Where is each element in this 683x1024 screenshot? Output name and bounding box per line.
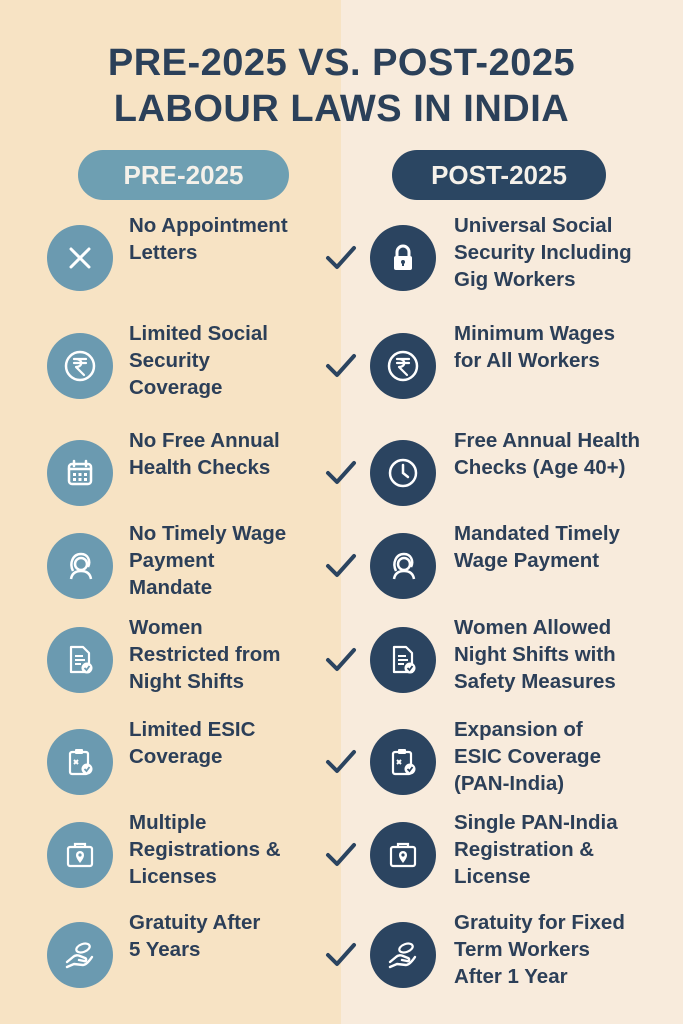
clipboard-check-icon: [47, 729, 113, 795]
location-card-icon: [370, 822, 436, 888]
check-icon: [324, 840, 358, 870]
pre-item-text: Multiple Registrations & Licenses: [129, 811, 281, 888]
pre-item-text: No Timely Wage Payment Mandate: [129, 522, 287, 599]
woman-icon: [47, 533, 113, 599]
title-line-2: LABOUR LAWS IN INDIA: [113, 88, 570, 130]
rupee-icon: [47, 333, 113, 399]
comparison-row: [0, 322, 683, 423]
post-item-text: Women Allowed Night Shifts with Safety Measures: [454, 616, 616, 693]
comparison-row: [0, 522, 683, 623]
check-icon: [324, 645, 358, 675]
document-check-icon: [47, 627, 113, 693]
post-item-text: Expansion of ESIC Coverage (PAN-India): [454, 718, 601, 795]
pre-item-text: Limited Social Security Coverage: [129, 322, 268, 399]
post-item-text: Gratuity for Fixed Term Workers After 1 Year: [454, 911, 625, 988]
comparison-row: [0, 911, 683, 1012]
location-card-icon: [47, 822, 113, 888]
hand-money-icon: [370, 922, 436, 988]
document-check-icon: [370, 627, 436, 693]
rupee-icon: [370, 333, 436, 399]
clock-icon: [370, 440, 436, 506]
comparison-row: [0, 718, 683, 819]
comparison-row: [0, 811, 683, 912]
comparison-row: [0, 616, 683, 717]
calendar-icon: [47, 440, 113, 506]
post-item-text: Mandated Timely Wage Payment: [454, 522, 620, 572]
check-icon: [324, 940, 358, 970]
check-icon: [324, 458, 358, 488]
check-icon: [324, 243, 358, 273]
page-title: [0, 40, 683, 132]
check-icon: [324, 551, 358, 581]
title-line-1: PRE-2025 VS. POST-2025: [107, 42, 576, 84]
pre-item-text: No Appointment Letters: [129, 214, 288, 264]
hand-money-icon: [47, 922, 113, 988]
post-item-text: Single PAN-India Registration & License: [454, 811, 618, 888]
post-item-text: Minimum Wages for All Workers: [454, 322, 615, 372]
post-item-text: Universal Social Security Including Gig Workers: [454, 214, 632, 291]
pre-2025-label: PRE-2025: [78, 150, 289, 200]
pre-item-text: Limited ESIC Coverage: [129, 718, 256, 768]
post-item-text: Free Annual Health Checks (Age 40+): [454, 429, 641, 479]
clipboard-check-icon: [370, 729, 436, 795]
comparison-row: [0, 429, 683, 530]
comparison-row: [0, 214, 683, 315]
lock-icon: [370, 225, 436, 291]
pre-item-text: Gratuity After 5 Years: [129, 911, 261, 961]
pre-item-text: Women Restricted from Night Shifts: [129, 616, 281, 693]
check-icon: [324, 351, 358, 381]
check-icon: [324, 747, 358, 777]
pre-item-text: No Free Annual Health Checks: [129, 429, 280, 479]
post-2025-label: POST-2025: [392, 150, 606, 200]
x-icon: [47, 225, 113, 291]
woman-icon: [370, 533, 436, 599]
